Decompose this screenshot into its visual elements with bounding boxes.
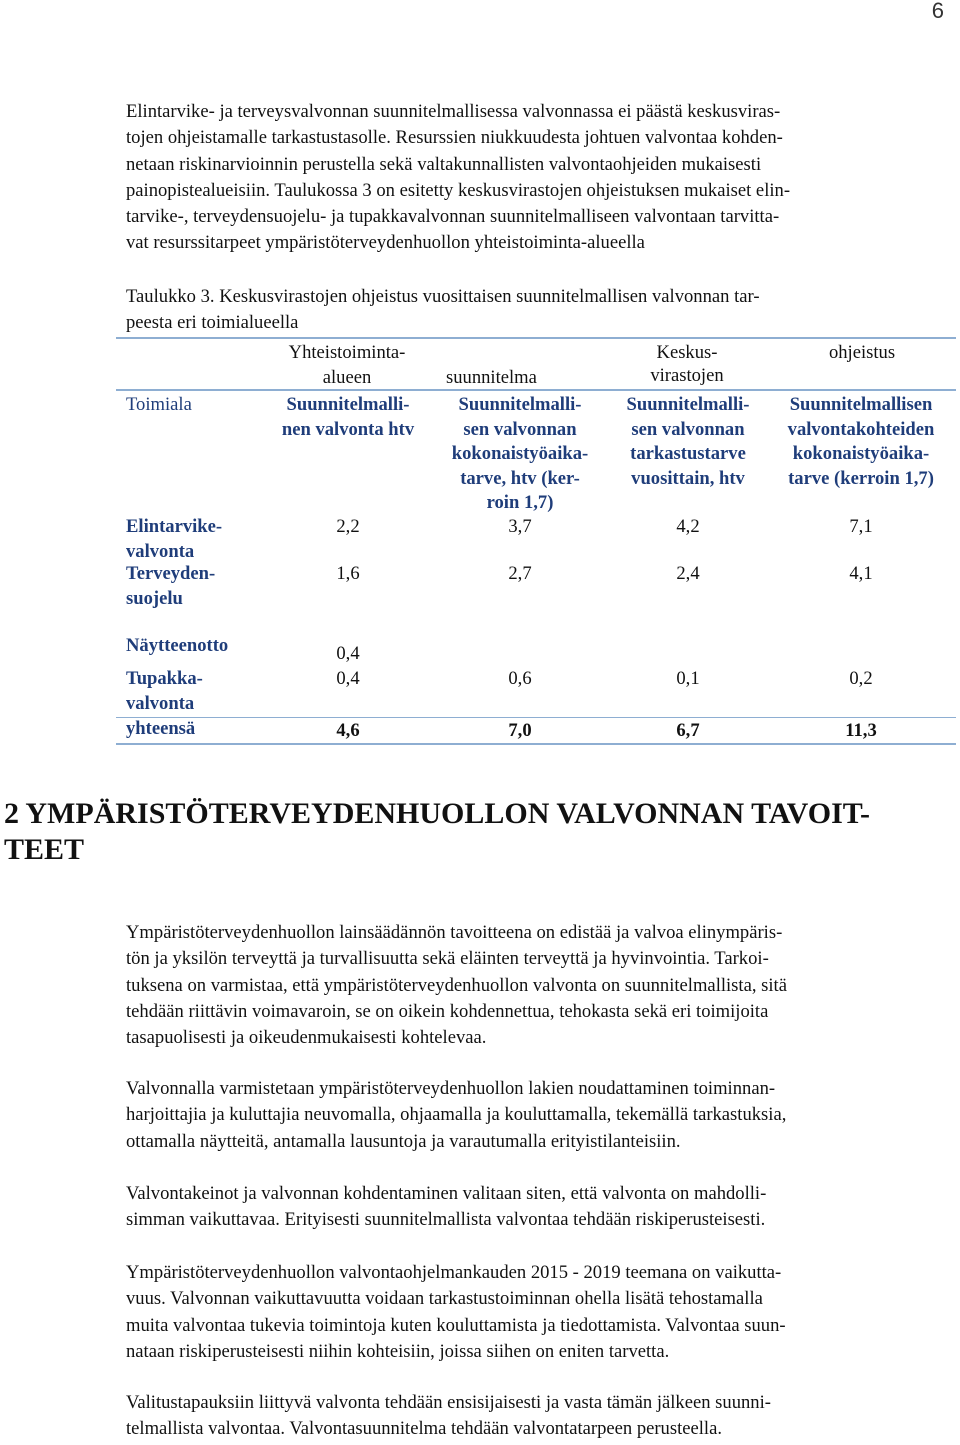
- header-keskusvirastojen: [612, 341, 762, 387]
- subheader-line: sen valvonnan: [463, 418, 577, 440]
- text-line: tehdään riittävin voimavaroin, se on oikein kohdennettua, tehokasta sekä eri toimijoita: [126, 1000, 769, 1022]
- table-row-label: [126, 634, 228, 659]
- heading-line: 2 YMPÄRISTÖTERVEYDENHUOLLON VALVONNAN TAVOIT-: [4, 797, 870, 830]
- subheader-col-4: [772, 393, 950, 491]
- text-line: tojen ohjeistamalle tarkastustasolle. Resurssien niukkuudesta johtuen valvontaa kohden-: [126, 127, 783, 149]
- table-cell: 2,4: [676, 563, 700, 584]
- total-divider-rule: [116, 717, 956, 718]
- table-cell: 0,6: [508, 668, 532, 689]
- text-line: vuus. Valvonnan vaikuttavuutta voidaan tarkastustoiminnan ohella lisätä tehostamalla: [126, 1288, 763, 1310]
- table-row-label: [126, 515, 222, 564]
- subheader-line: roin 1,7): [486, 492, 554, 513]
- header-line: virastojen: [650, 365, 724, 386]
- body-paragraph: [126, 1260, 948, 1365]
- body-paragraph: [126, 1390, 948, 1443]
- row-label-line: Tupakka-: [126, 668, 203, 689]
- subheader-line: Suunnitelmalli-: [458, 394, 582, 415]
- row-label-line: Terveyden-: [126, 563, 216, 584]
- subheader-line: Suunnitelmallisen: [789, 394, 933, 415]
- table-cell: 0,4: [336, 643, 360, 664]
- text-line: painopistealueisiin. Taulukossa 3 on esitetty keskusvirastojen ohjeistuksen mukaiset elin-: [126, 179, 791, 201]
- body-paragraph: [126, 1076, 948, 1155]
- table-cell: 1,6: [336, 563, 360, 584]
- row-label-line: Elintarvike-: [126, 516, 223, 537]
- row-label-line: valvonta: [126, 540, 195, 562]
- subheader-line: Suunnitelmalli-: [626, 394, 750, 415]
- header-line: Yhteistoiminta-: [288, 342, 406, 363]
- subheader-line: nen valvonta htv: [281, 418, 415, 440]
- table-cell: 0,1: [676, 668, 700, 689]
- caption-line: Taulukko 3. Keskusvirastojen ohjeistus vuosittaisen suunnitelmallisen valvonnan tar-: [126, 286, 760, 307]
- subheader-line: kokonaistyöaika-: [792, 443, 930, 464]
- table-cell-total: 4,6: [336, 720, 360, 741]
- table-cell: 0,2: [849, 668, 873, 689]
- row-label-line: suojelu: [126, 587, 183, 609]
- text-line: nataan riskiperusteisesti niihin kohteisiin, joissa siihen on eniten tarvetta.: [126, 1340, 670, 1362]
- table-row-label: [126, 562, 215, 611]
- header-line: Keskus-: [656, 342, 718, 363]
- subheader-line: tarve, htv (ker-: [460, 467, 580, 489]
- table-top-rule: [116, 337, 956, 339]
- text-line: netaan riskinarvioinnin perustella sekä valtakunnallisten valvontaohjeiden mukaisesti: [126, 153, 762, 175]
- subheader-line: sen valvonnan: [631, 418, 745, 440]
- table-cell: 4,1: [849, 563, 873, 584]
- row-label-line: Näytteenotto: [126, 635, 229, 656]
- intro-paragraph: [126, 99, 948, 257]
- text-line: tön ja yksilön terveyttä ja turvallisuutta sekä eläinten terveyttä ja hyvinvointia. Tarkoi-: [126, 948, 769, 970]
- text-line: telmallista valvontaa. Valvontasuunnitelma tehdään valvontatarpeen perusteella.: [126, 1418, 722, 1440]
- text-line: Elintarvike- ja terveysvalvonnan suunnitelmallisessa valvonnassa ei päästä keskusviras-: [126, 101, 781, 122]
- table-cell: 4,2: [676, 516, 700, 537]
- row-label-line: valvonta: [126, 692, 195, 714]
- text-line: harjoittajia ja kuluttajia neuvomalla, ohjaamalla ja kouluttamalla, tekemällä tarkastuksia,: [126, 1104, 787, 1126]
- subheader-line: tarkastustarve: [630, 443, 746, 464]
- row-label-line: yhteensä: [126, 718, 196, 739]
- table-row-label-total: [126, 717, 195, 742]
- header-line: alueen: [322, 366, 372, 388]
- table-caption: [126, 284, 948, 337]
- text-line: Valitustapauksiin liittyvä valvonta tehdään ensisijaisesti ja vasta tämän jälkeen suunni-: [126, 1392, 771, 1413]
- text-line: Valvontakeinot ja valvonnan kohdentaminen valitaan siten, että valvonta on mahdolli-: [126, 1183, 767, 1204]
- header-yhteistoiminta: [262, 341, 432, 390]
- subheader-line: vuosittain, htv: [631, 467, 745, 489]
- table-cell: 7,1: [849, 516, 873, 537]
- subheader-col-2: [436, 393, 604, 516]
- subheader-line: kokonaistyöaika-: [451, 443, 589, 464]
- text-line: tuksena on varmistaa, että ympäristöterveydenhuollon valvonta on suunnitelmallista, sitä: [126, 974, 787, 996]
- text-line: Valvonnalla varmistetaan ympäristöterveydenhuollon lakien noudattaminen toiminnan-: [126, 1078, 776, 1099]
- subheader-line: valvontakohteiden: [787, 418, 935, 440]
- table-cell: 2,2: [336, 516, 360, 537]
- heading-line: TEET: [4, 833, 85, 866]
- body-paragraph: [126, 920, 948, 1051]
- header-suunnitelma: suunnitelma: [446, 367, 537, 388]
- row-header-toimiala: Toimiala: [126, 394, 192, 415]
- header-divider-rule: [116, 389, 956, 391]
- text-line: ottamalla näytteitä, antamalla lausuntoja ja varautumalla erityistilanteisiin.: [126, 1130, 681, 1152]
- table-cell: 3,7: [508, 516, 532, 537]
- text-line: Ympäristöterveydenhuollon lainsäädännön tavoitteena on edistää ja valvoa elinympäris-: [126, 922, 783, 943]
- table-cell-total: 7,0: [508, 720, 532, 741]
- text-line: simman vaikuttavaa. Erityisesti suunnitelmallista valvontaa tehdään riskiperusteisesti.: [126, 1209, 766, 1231]
- body-paragraph: [126, 1181, 948, 1234]
- text-line: muita valvontaa tukevia toimintoja kuten kouluttamista ja tiedottamista. Valvontaa suun-: [126, 1314, 786, 1336]
- page-number: 6: [931, 0, 944, 23]
- text-line: vat resurssitarpeet ympäristöterveydenhuollon yhteistoiminta-alueella: [126, 232, 645, 254]
- text-line: Ympäristöterveydenhuollon valvontaohjelmankauden 2015 - 2019 teemana on vaikutta-: [126, 1262, 782, 1283]
- table-cell-total: 6,7: [676, 720, 700, 741]
- subheader-col-1: [262, 393, 434, 442]
- table-cell: 0,4: [336, 668, 360, 689]
- table-cell: 2,7: [508, 563, 532, 584]
- text-line: tasapuolisesti ja oikeudenmukaisesti kohtelevaa.: [126, 1027, 487, 1049]
- subheader-col-3: [606, 393, 770, 491]
- subheader-line: Suunnitelmalli-: [286, 394, 410, 415]
- header-ohjeistus: ohjeistus: [828, 342, 896, 363]
- section-heading: [4, 796, 944, 868]
- caption-line: peesta eri toimialueella: [126, 312, 299, 334]
- table-row-label: [126, 667, 203, 716]
- text-line: tarvike-, terveydensuojelu- ja tupakkavalvonnan suunnitelmalliseen valvontaan tarvitta-: [126, 206, 780, 228]
- table-bottom-rule: [116, 743, 956, 745]
- table-cell-total: 11,3: [845, 720, 877, 741]
- subheader-line: tarve (kerroin 1,7): [788, 467, 934, 489]
